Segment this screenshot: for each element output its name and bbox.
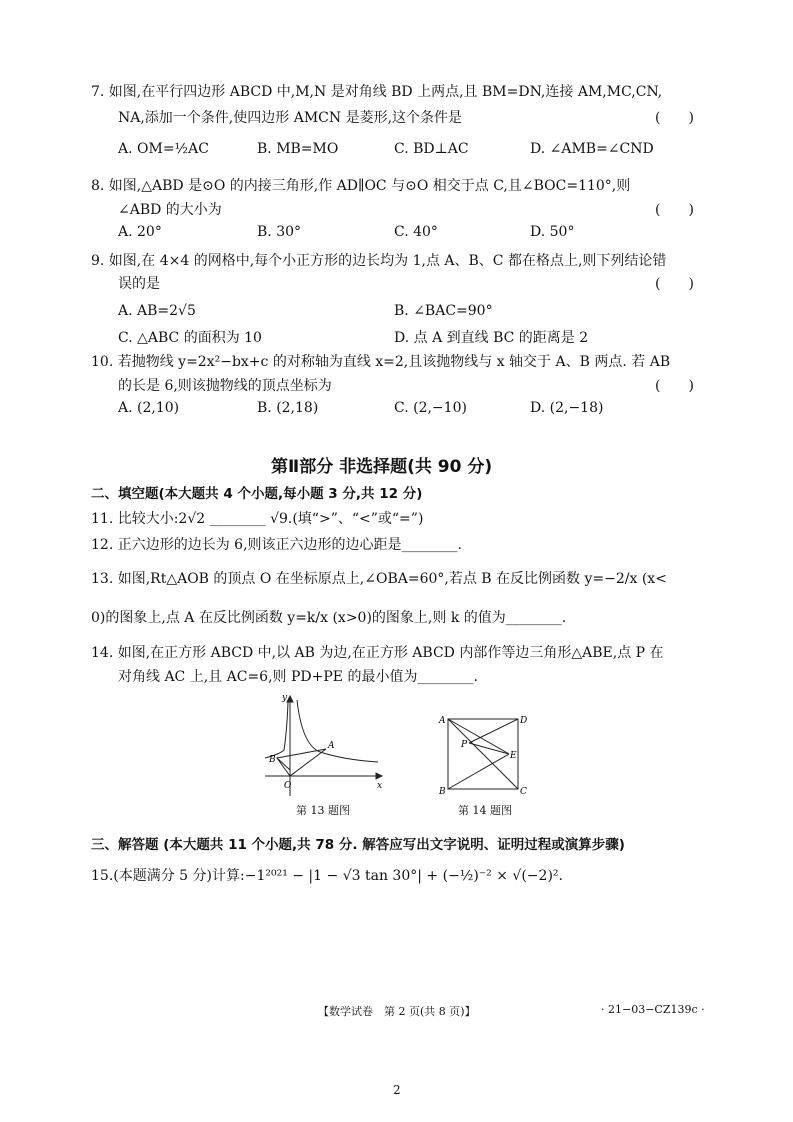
q9-line1: 9. 如图,在 4×4 的网格中,每个小正方形的边长均为 1,点 A、B、C 都在格点上,则下列结论错 [91, 253, 667, 269]
q15 [91, 865, 563, 885]
fig13-aux-line [277, 758, 290, 770]
fig14-side-ae [448, 719, 509, 754]
fig14-segment-pe [469, 743, 509, 754]
q10-line2: 的长是 6,则该抛物线的顶点坐标为 [118, 378, 332, 394]
fig14-label-b: B [439, 787, 446, 796]
fig13-triangle [277, 749, 326, 776]
figure-14 [437, 712, 529, 796]
fig14-label-p: P [461, 740, 468, 750]
fig13-x-arrow [376, 773, 382, 779]
q8-option-a: A. 20° [118, 224, 162, 240]
q9-option-c: C. △ABC 的面积为 10 [118, 330, 262, 346]
q14-line1: 14. 如图,在正方形 ABCD 中,以 AB 为边,在正方形 ABCD 内部作等边三角形△ABE,点 P 在 [91, 645, 664, 661]
q13-line1: 13. 如图,Rt△AOB 的顶点 O 在坐标原点上,∠OBA=60°,若点 B 在反比例函数 y=−2/x (x< [91, 571, 667, 587]
fig14-caption: 第 14 题图 [458, 804, 512, 817]
q7-option-c: C. BD⊥AC [394, 141, 469, 157]
q9-line2: 误的是 [118, 276, 160, 292]
q10-option-d: D. (2,−18) [530, 400, 604, 416]
q9-option-d: D. 点 A 到直线 BC 的距离是 2 [394, 330, 589, 346]
footer-page-info: 【数学试卷 第 2 页(共 8 页)】 [318, 1005, 476, 1018]
footer-code: · 21−03−CZ139c · [601, 1003, 705, 1016]
q7-bracket: ( ) [655, 110, 694, 126]
fig13-curve-left [265, 702, 288, 758]
q9-option-b: B. ∠BAC=90° [394, 303, 493, 319]
q10-option-b: B. (2,18) [257, 400, 319, 416]
fig14-label-c: C [520, 787, 527, 796]
fig13-label-o: O [284, 781, 292, 791]
fig13-label-y: y [282, 693, 288, 703]
fig14-label-e: E [510, 751, 517, 761]
section3-heading: 三、解答题 (本大题共 11 个小题,共 78 分. 解答应写出文字说明、证明过程或演算步骤) [91, 837, 625, 853]
fig13-caption: 第 13 题图 [296, 804, 350, 817]
q15-prefix: 15.(本题满分 5 分)计算: [91, 868, 245, 884]
fig13-label-a: A [328, 741, 335, 751]
q7-option-b: B. MB=MO [257, 141, 339, 157]
q10-line1: 10. 若抛物线 y=2x²−bx+c 的对称轴为直线 x=2,且该抛物线与 x 轴交于 A、B 两点. 若 AB [91, 354, 671, 370]
figure-13 [260, 690, 390, 800]
q15-expression: −1²⁰²¹ − |1 − √3 tan 30°| + (−½)⁻² × √(−2)². [244, 868, 563, 884]
section2-heading: 二、填空题(本大题共 4 个小题,每小题 3 分,共 12 分) [91, 486, 423, 502]
q13-line2: 0)的图象上,点 A 在反比例函数 y=k/x (x>0)的图象上,则 k 的值为________. [91, 610, 567, 626]
q7-line2: NA,添加一个条件,使四边形 AMCN 是菱形,这个条件是 [118, 110, 463, 126]
q7-option-d: D. ∠AMB=∠CND [530, 141, 654, 157]
fig13-curve-right [297, 700, 378, 762]
q9-option-a: A. AB=2√5 [118, 303, 196, 319]
q10-option-a: A. (2,10) [118, 400, 180, 416]
q7-option-a: A. OM=½AC [118, 141, 209, 157]
q12: 12. 正六边形的边长为 6,则该正六边形的边心距是________. [91, 537, 462, 553]
fig13-label-b: B [269, 755, 276, 765]
fig14-segment-pd [469, 719, 518, 743]
fig14-label-d: D [520, 716, 528, 726]
page-number: 2 [393, 1083, 401, 1097]
q8-line2: ∠ABD 的大小为 [118, 202, 222, 218]
q14-line2: 对角线 AC 上,且 AC=6,则 PD+PE 的最小值为________. [118, 669, 478, 685]
fig13-label-x: x [377, 781, 383, 791]
fig13-y-arrow [287, 696, 293, 702]
q8-option-d: D. 50° [530, 224, 575, 240]
q7-line1: 7. 如图,在平行四边形 ABCD 中,M,N 是对角线 BD 上两点,且 BM=DN,连接 AM,MC,CN, [91, 84, 663, 100]
q11: 11. 比较大小:2√2 ________ √9.(填“>”、“<”或“=”) [91, 511, 424, 527]
q8-option-c: C. 40° [394, 224, 438, 240]
fig14-label-a: A [439, 716, 446, 726]
q8-option-b: B. 30° [257, 224, 302, 240]
q8-bracket: ( ) [655, 202, 694, 218]
q8-line1: 8. 如图,△ABD 是⊙O 的内接三角形,作 AD∥OC 与⊙O 相交于点 C,且∠BOC=110°,则 [91, 178, 631, 194]
q10-option-c: C. (2,−10) [394, 400, 467, 416]
part2-title: 第Ⅱ部分 非选择题(共 90 分) [271, 457, 493, 477]
q10-bracket: ( ) [655, 378, 694, 394]
q9-bracket: ( ) [655, 276, 694, 292]
